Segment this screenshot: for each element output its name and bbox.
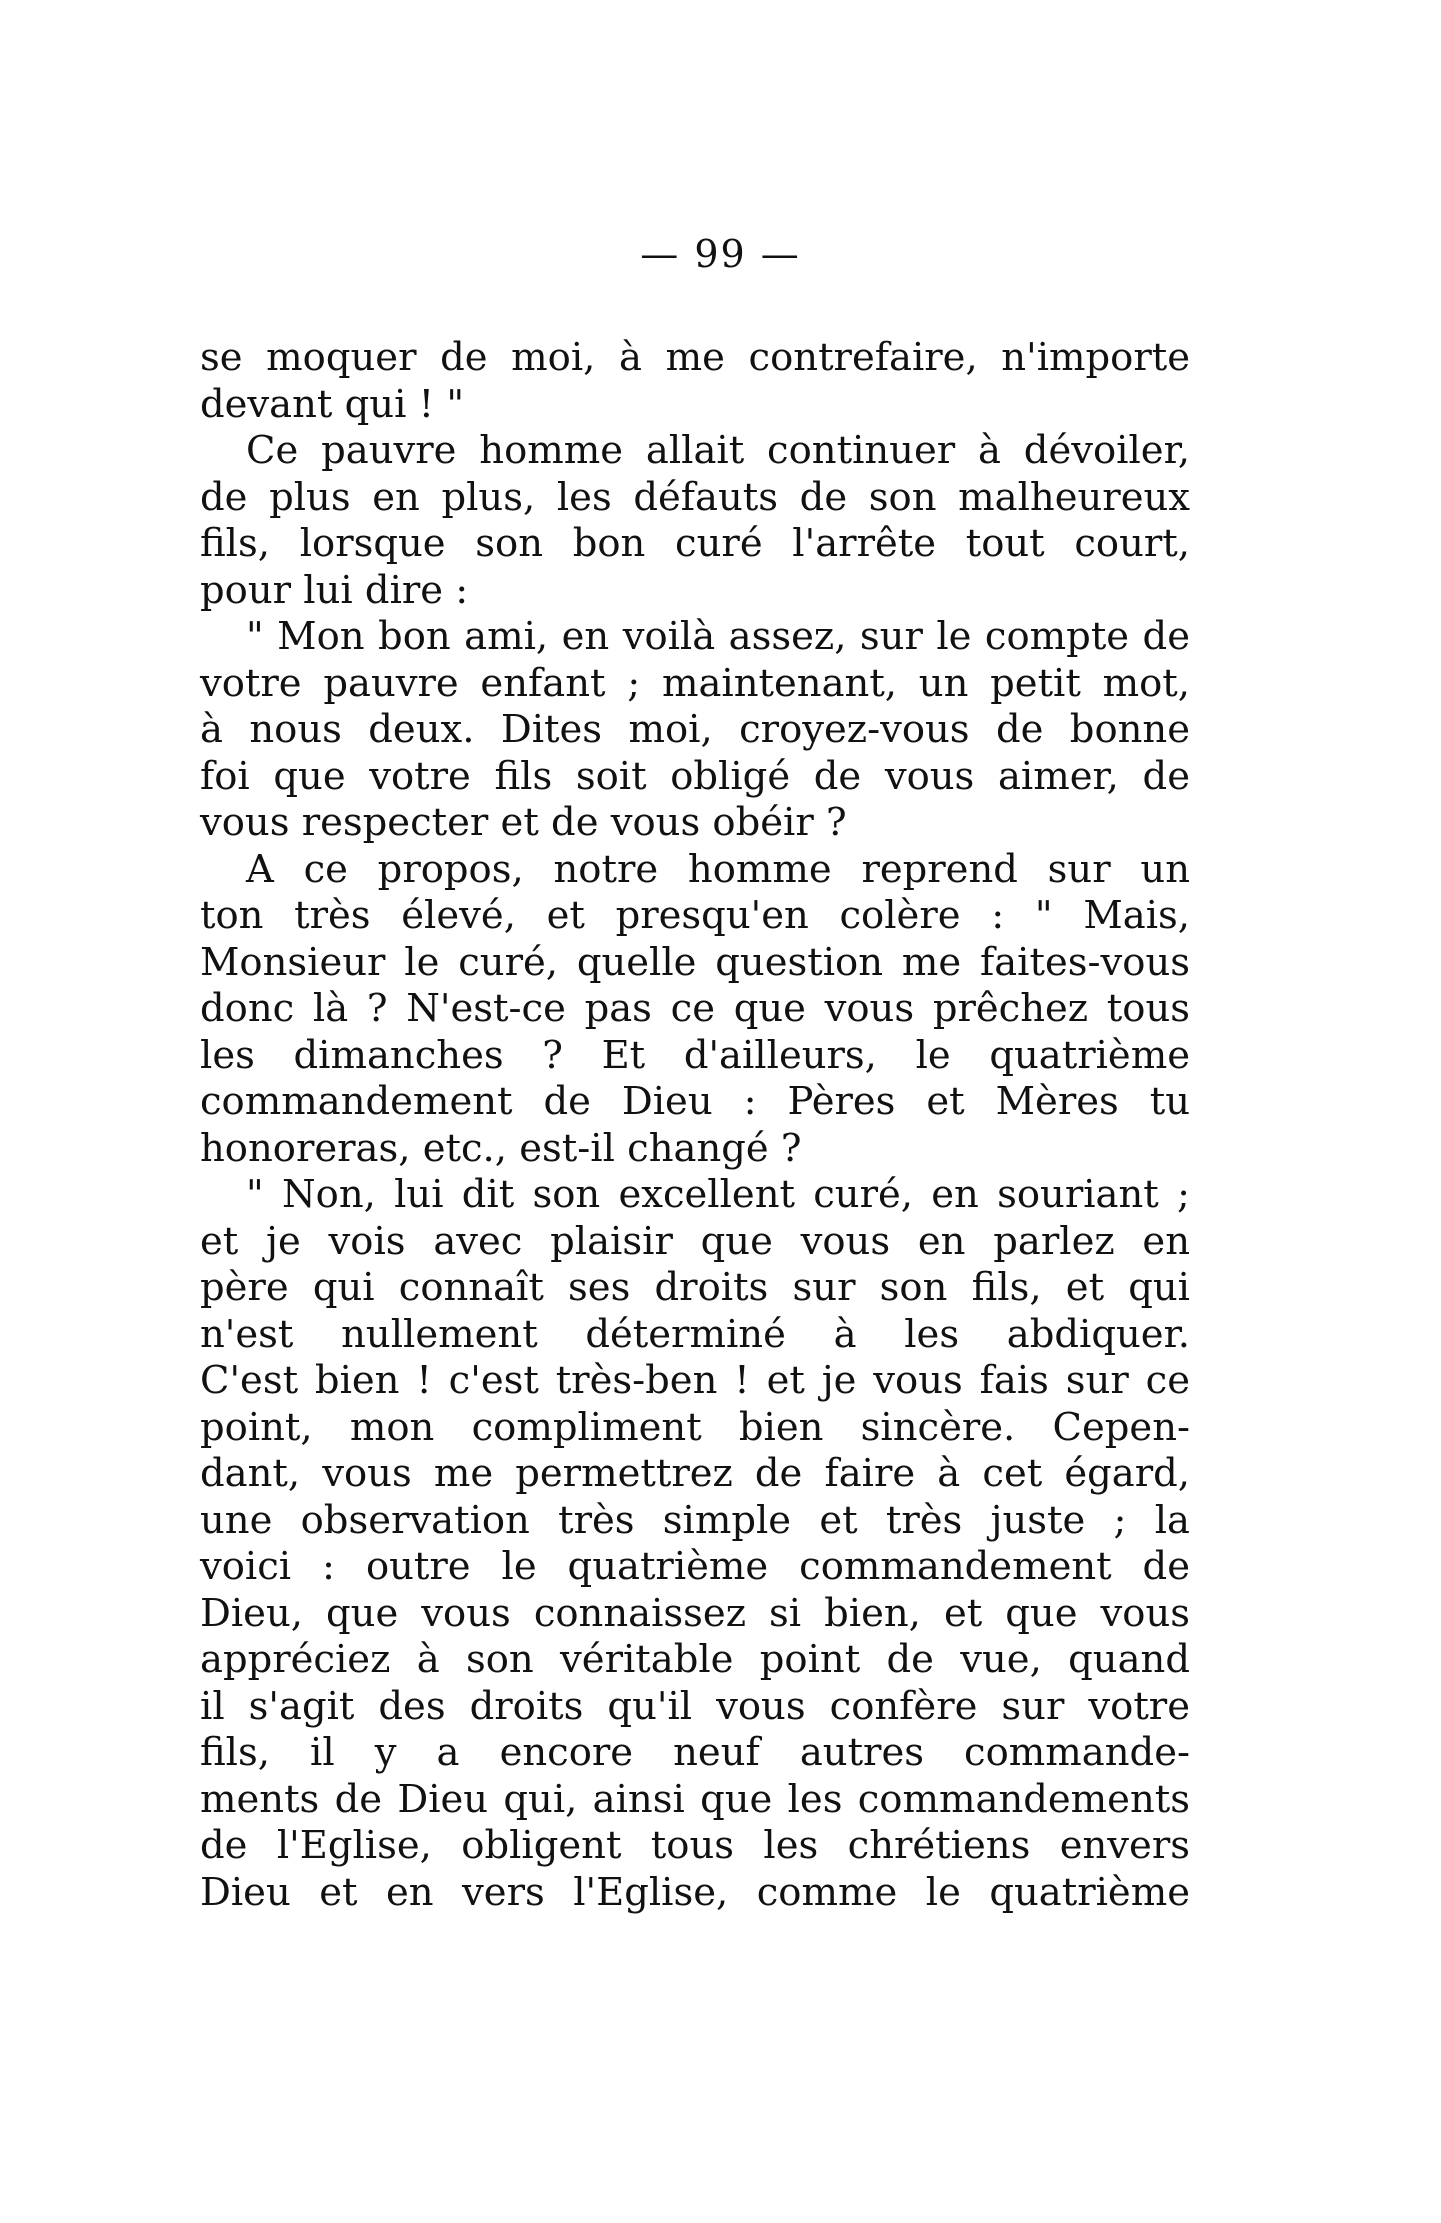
body-text [200, 335, 1190, 1916]
text-line: Dieu, que vous connaissez si bien, et que vous [200, 1590, 1190, 1636]
text-line: voici : outre le quatrième commandement de [200, 1544, 1190, 1589]
text-line: de plus en plus, les défauts de son malheureux [200, 474, 1190, 520]
text-line: il s'agit des droits qu'il vous confère sur votre [200, 1683, 1190, 1729]
text-line: n'est nullement déterminé à les abdiquer. [200, 1311, 1190, 1357]
text-line: vous respecter et de vous obéir ? [200, 800, 847, 845]
text-line: A ce propos, notre homme reprend sur un [246, 846, 1190, 892]
text-line: foi que votre fils soit obligé de vous aimer, de [200, 753, 1190, 799]
text-line: " Non, lui dit son excellent curé, en souriant ; [246, 1172, 1190, 1217]
text-line: honoreras, etc., est-il changé ? [200, 1125, 802, 1171]
text-line: donc là ? N'est-ce pas ce que vous prêchez tous [200, 986, 1190, 1031]
text-line: père qui connaît ses droits sur son fils, et qui [200, 1265, 1190, 1310]
text-line: appréciez à son véritable point de vue, quand [200, 1637, 1190, 1682]
text-line: ments de Dieu qui, ainsi que les commandements [200, 1776, 1190, 1822]
text-line: fils, il y a encore neuf autres commande- [200, 1730, 1190, 1775]
text-line: commandement de Dieu : Pères et Mères tu [200, 1079, 1190, 1124]
text-line: pour lui dire : [200, 567, 469, 613]
text-line: une observation très simple et très juste ; la [200, 1497, 1190, 1543]
text-line: les dimanches ? Et d'ailleurs, le quatrième [200, 1032, 1190, 1078]
text-line: Ce pauvre homme allait continuer à dévoiler, [246, 428, 1190, 473]
text-line: point, mon compliment bien sincère. Cepen- [200, 1404, 1190, 1450]
text-line: Monsieur le curé, quelle question me faites-vous [200, 939, 1190, 985]
text-line: votre pauvre enfant ; maintenant, un petit mot, [200, 660, 1190, 706]
text-line: C'est bien ! c'est très-ben ! et je vous fais sur ce [200, 1358, 1190, 1403]
text-line: à nous deux. Dites moi, croyez-vous de bonne [200, 707, 1190, 752]
text-line: ton très élevé, et presqu'en colère : " Mais, [200, 893, 1190, 938]
text-line: Dieu et en vers l'Eglise, comme le quatrième [200, 1869, 1190, 1915]
text-line: fils, lorsque son bon curé l'arrête tout court, [200, 521, 1190, 566]
text-line: et je vois avec plaisir que vous en parlez en [200, 1218, 1190, 1264]
text-line: devant qui ! " [200, 381, 465, 427]
text-line: dant, vous me permettrez de faire à cet égard, [200, 1451, 1190, 1496]
text-line: " Mon bon ami, en voilà assez, sur le compte de [246, 614, 1190, 659]
text-line: se moquer de moi, à me contrefaire, n'importe [200, 335, 1190, 380]
page-number: — 99 — [640, 232, 801, 276]
text-line: de l'Eglise, obligent tous les chrétiens envers [200, 1823, 1190, 1868]
